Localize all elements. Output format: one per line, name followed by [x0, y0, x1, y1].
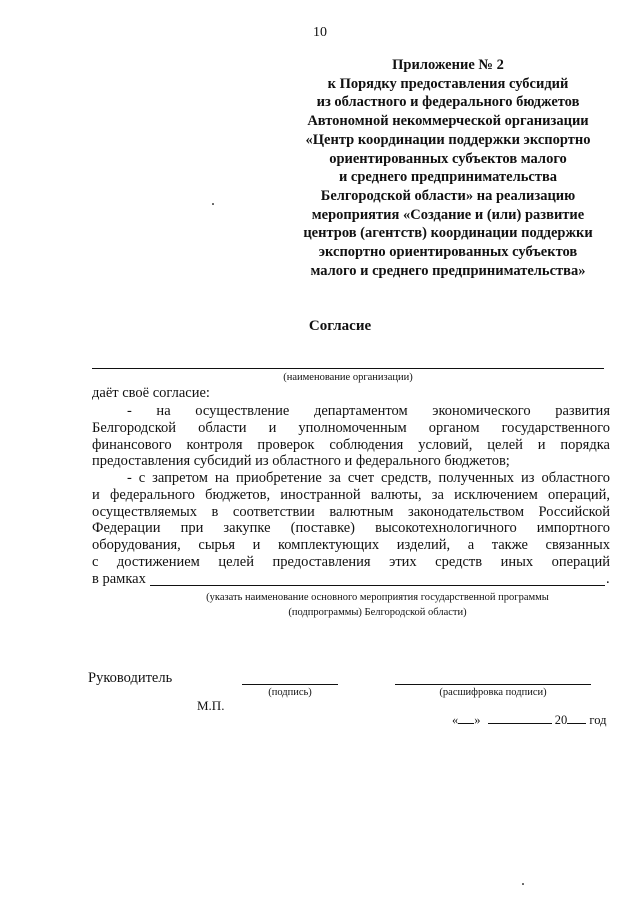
consent-item-2: [92, 470, 610, 571]
day-blank: [458, 723, 474, 724]
year-prefix: 20: [554, 713, 568, 727]
document-title: Согласие: [308, 318, 372, 334]
stamp-place: М.П.: [197, 698, 225, 713]
header-line: к Порядку предоставления субсидий: [327, 75, 569, 92]
item2-line: и федерального бюджетов, иностранной валюты, за исключением операций,: [92, 486, 610, 503]
header-line: экспортно ориентированных субъектов: [318, 244, 578, 261]
signature-line: [242, 684, 338, 685]
item1-line: Белгородской области и уполномоченным органом государственного: [92, 419, 610, 436]
appendix-header: [268, 56, 628, 280]
header-line: мероприятия «Создание и (или) развитие: [311, 206, 585, 223]
date-open-quote: «: [452, 713, 459, 727]
program-caption-line: (подпрограммы) Белгородской области): [288, 606, 467, 618]
item2-line: осуществляемых в соответствии валютным законодательством Российской: [92, 503, 610, 520]
item1-line: предоставления субсидий из областного и федерального бюджетов;: [92, 453, 510, 470]
consent-intro: даёт своё согласие:: [92, 385, 210, 401]
scan-speck: [212, 203, 214, 205]
header-line: ориентированных субъектов малого: [329, 150, 567, 167]
program-name-line: [150, 585, 605, 586]
item1-line: - на осуществление департаментом экономического развития: [127, 403, 610, 419]
signatory-role: Руководитель: [88, 670, 173, 686]
year-blank: [567, 723, 586, 724]
consent-item-1: [92, 403, 610, 470]
header-line: из областного и федерального бюджетов: [316, 94, 580, 111]
header-line: и среднего предпринимательства: [338, 169, 558, 186]
in-frame-end: .: [606, 571, 610, 587]
in-frame-label: в рамках: [92, 571, 146, 587]
item2-line: оборудования, сырья и комплектующих изделий, а также связанных: [92, 537, 610, 554]
date-close-quote: »: [474, 713, 481, 727]
date-field: [452, 713, 606, 728]
organization-caption: (наименование организации): [283, 372, 413, 383]
item1-line: финансового контроля проверок соблюдения условий, целей и порядка: [92, 436, 610, 453]
signature-decode-caption: (расшифровка подписи): [439, 687, 547, 698]
header-line: Автономной некоммерческой организации: [307, 113, 589, 130]
item2-line: с достижением целей предоставления этих средств иных операций: [92, 553, 610, 570]
signature-decode-line: [395, 684, 591, 685]
scan-speck: [522, 883, 524, 885]
organization-name-line: [92, 368, 604, 369]
signature-caption: (подпись): [268, 687, 312, 698]
header-line: центров (агентств) координации поддержки: [303, 225, 593, 242]
program-caption: [150, 591, 605, 620]
header-line: Приложение № 2: [392, 57, 504, 73]
program-caption-line: (указать наименование основного мероприятия государственной программы: [206, 592, 549, 603]
item2-line: Федерации при закупке (поставке) высокотехнологичного импортного: [92, 520, 610, 537]
page-number: 10: [313, 25, 327, 40]
month-blank: [488, 723, 552, 724]
header-line: «Центр координации поддержки экспортно: [305, 131, 591, 148]
year-suffix: год: [589, 713, 607, 727]
header-line: Белгородской области» на реализацию: [320, 187, 576, 204]
header-line: малого и среднего предпринимательства»: [310, 262, 586, 279]
item2-line: - с запретом на приобретение за счет средств, полученных из областного: [127, 470, 610, 486]
